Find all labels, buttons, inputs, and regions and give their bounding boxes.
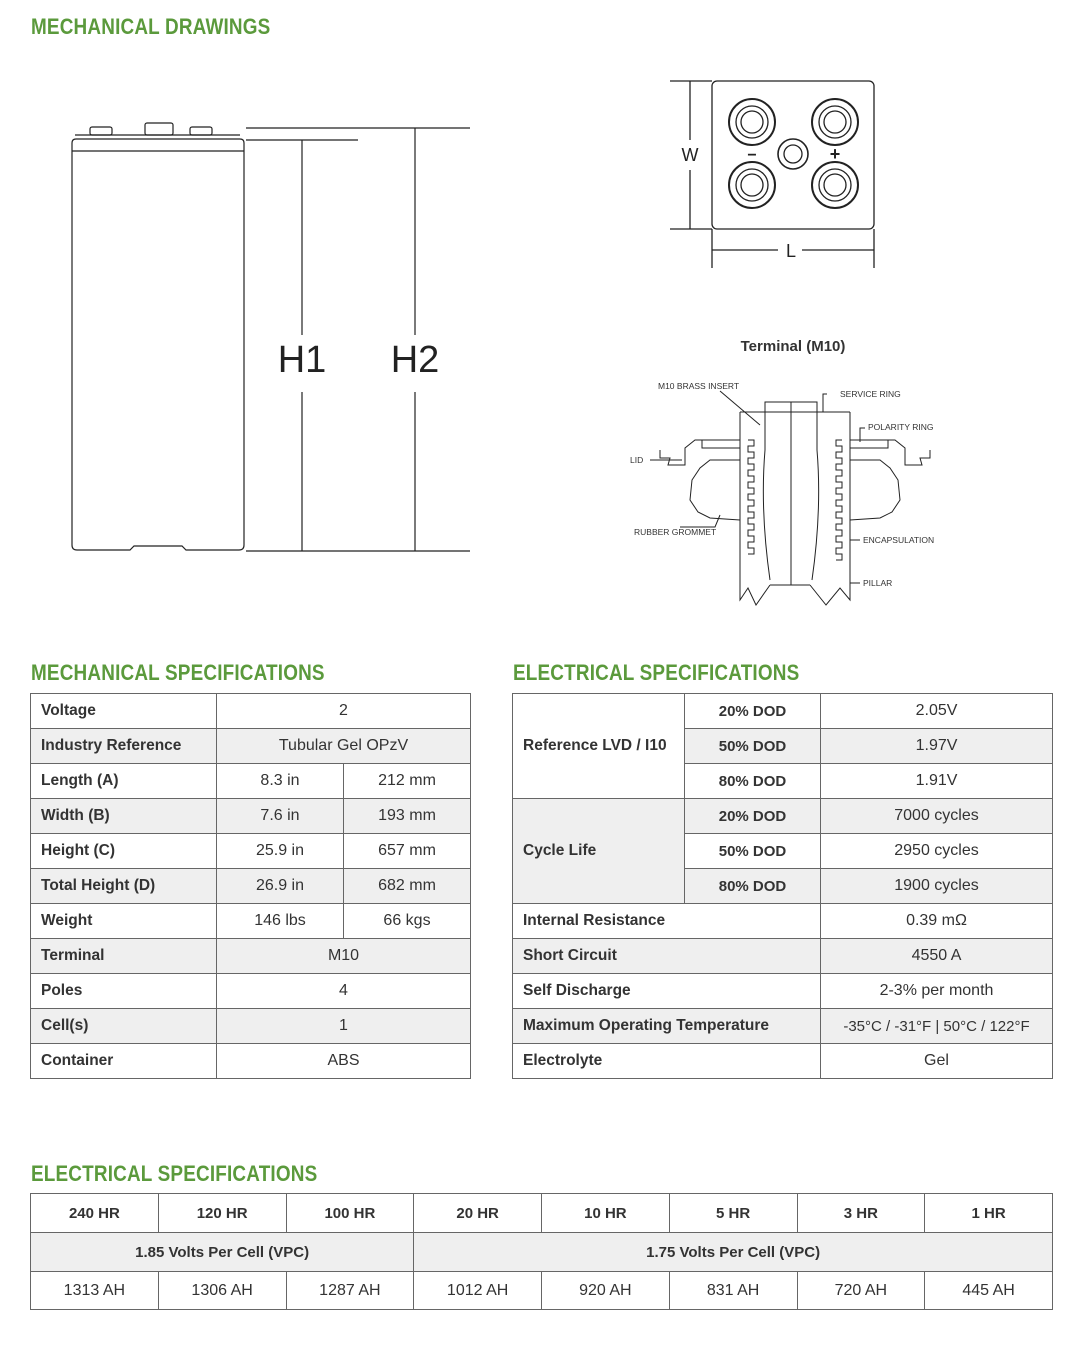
table-row — [31, 729, 471, 764]
label-service-ring: SERVICE RING — [840, 389, 901, 399]
dod-label: 80% DOD — [685, 764, 821, 799]
row-value: 2950 cycles — [821, 834, 1053, 869]
table-row — [513, 939, 1053, 974]
dod-label: 50% DOD — [685, 834, 821, 869]
row-value: 1900 cycles — [821, 869, 1053, 904]
row-label: Maximum Operating Temperature — [513, 1009, 821, 1044]
row-label: Voltage — [31, 694, 217, 729]
label-pillar: PILLAR — [863, 578, 893, 588]
row-value-metric: 682 mm — [344, 869, 471, 904]
label-encapsulation: ENCAPSULATION — [863, 535, 935, 545]
h1-label: H1 — [277, 339, 327, 381]
table-row — [31, 799, 471, 834]
w-label: W — [681, 145, 699, 165]
minus-symbol: − — [747, 147, 757, 164]
electrical-specifications-capacity-heading: ELECTRICAL SPECIFICATIONS — [31, 1161, 318, 1186]
table-row — [31, 1272, 1053, 1310]
row-value: Gel — [821, 1044, 1053, 1079]
row-label: Self Discharge — [513, 974, 821, 1009]
label-brass-insert: M10 BRASS INSERT — [658, 381, 740, 391]
row-value-metric: 66 kgs — [344, 904, 471, 939]
row-label: Terminal — [31, 939, 217, 974]
dod-label: 50% DOD — [685, 729, 821, 764]
table-row — [31, 1009, 471, 1044]
row-label: Width (B) — [31, 799, 217, 834]
column-header: 3 HR — [797, 1194, 925, 1233]
plus-symbol: + — [829, 144, 841, 164]
row-value-imperial: 146 lbs — [217, 904, 344, 939]
capacity-value: 920 AH — [542, 1272, 670, 1310]
row-value-metric: 212 mm — [344, 764, 471, 799]
column-header: 1 HR — [925, 1194, 1053, 1233]
capacity-value: 831 AH — [669, 1272, 797, 1310]
row-value-imperial: 7.6 in — [217, 799, 344, 834]
column-header: 100 HR — [286, 1194, 414, 1233]
table-row — [513, 799, 1053, 834]
table-row — [513, 974, 1053, 1009]
column-header: 10 HR — [542, 1194, 670, 1233]
terminal-title: Terminal (M10) — [740, 338, 846, 355]
l-label: L — [785, 241, 797, 261]
row-label: Short Circuit — [513, 939, 821, 974]
mechanical-specs-table — [30, 693, 471, 1079]
table-row — [31, 869, 471, 904]
electrical-specs-table — [512, 693, 1053, 1079]
table-row — [513, 1044, 1053, 1079]
capacity-value: 1287 AH — [286, 1272, 414, 1310]
row-value: 4550 A — [821, 939, 1053, 974]
row-label: Weight — [31, 904, 217, 939]
row-value: 1.97V — [821, 729, 1053, 764]
terminal-cross-section-drawing — [620, 330, 960, 615]
row-value-imperial: 8.3 in — [217, 764, 344, 799]
battery-top-view-drawing — [660, 70, 900, 275]
table-row — [31, 694, 471, 729]
h2-label: H2 — [390, 339, 440, 381]
dod-label: 80% DOD — [685, 869, 821, 904]
row-label: Total Height (D) — [31, 869, 217, 904]
row-value: 2.05V — [821, 694, 1053, 729]
row-value-metric: 193 mm — [344, 799, 471, 834]
table-header-row — [31, 1194, 1053, 1233]
row-label: Internal Resistance — [513, 904, 821, 939]
column-header: 5 HR — [669, 1194, 797, 1233]
label-lid: LID — [630, 455, 644, 465]
capacity-table — [30, 1193, 1053, 1310]
battery-side-drawing — [60, 115, 480, 565]
vpc-185-label: 1.85 Volts Per Cell (VPC) — [31, 1233, 414, 1272]
column-header: 240 HR — [31, 1194, 159, 1233]
label-polarity-ring: POLARITY RING — [868, 422, 934, 432]
row-label: Cycle Life — [513, 799, 685, 904]
table-row — [31, 974, 471, 1009]
row-value: -35°C / -31°F | 50°C / 122°F — [821, 1009, 1053, 1044]
row-label: Poles — [31, 974, 217, 1009]
capacity-value: 1306 AH — [158, 1272, 286, 1310]
row-value-imperial: 25.9 in — [217, 834, 344, 869]
electrical-specifications-heading: ELECTRICAL SPECIFICATIONS — [513, 660, 800, 685]
dod-label: 20% DOD — [685, 799, 821, 834]
row-label: Height (C) — [31, 834, 217, 869]
row-value: 2-3% per month — [821, 974, 1053, 1009]
row-label: Length (A) — [31, 764, 217, 799]
table-row — [31, 764, 471, 799]
table-row — [513, 904, 1053, 939]
column-header: 20 HR — [414, 1194, 542, 1233]
table-row — [31, 904, 471, 939]
row-value: 4 — [217, 974, 471, 1009]
row-value: 1 — [217, 1009, 471, 1044]
row-value-imperial: 26.9 in — [217, 869, 344, 904]
row-value: ABS — [217, 1044, 471, 1079]
table-row — [513, 1009, 1053, 1044]
capacity-value: 720 AH — [797, 1272, 925, 1310]
row-value: M10 — [217, 939, 471, 974]
table-row — [31, 1044, 471, 1079]
row-value: 0.39 mΩ — [821, 904, 1053, 939]
mechanical-drawings-heading: MECHANICAL DRAWINGS — [31, 14, 271, 39]
column-header: 120 HR — [158, 1194, 286, 1233]
row-label: Reference LVD / I10 — [513, 694, 685, 799]
label-rubber-grommet: RUBBER GROMMET — [634, 527, 717, 537]
table-row — [513, 694, 1053, 729]
mechanical-specifications-heading: MECHANICAL SPECIFICATIONS — [31, 660, 325, 685]
row-label: Cell(s) — [31, 1009, 217, 1044]
capacity-value: 1313 AH — [31, 1272, 159, 1310]
row-label: Industry Reference — [31, 729, 217, 764]
capacity-value: 1012 AH — [414, 1272, 542, 1310]
table-row — [31, 939, 471, 974]
dod-label: 20% DOD — [685, 694, 821, 729]
row-value: 7000 cycles — [821, 799, 1053, 834]
row-label: Container — [31, 1044, 217, 1079]
row-value: 2 — [217, 694, 471, 729]
row-value: Tubular Gel OPzV — [217, 729, 471, 764]
capacity-value: 445 AH — [925, 1272, 1053, 1310]
row-value-metric: 657 mm — [344, 834, 471, 869]
vpc-175-label: 1.75 Volts Per Cell (VPC) — [414, 1233, 1053, 1272]
table-row — [31, 1233, 1053, 1272]
row-value: 1.91V — [821, 764, 1053, 799]
row-label: Electrolyte — [513, 1044, 821, 1079]
table-row — [31, 834, 471, 869]
